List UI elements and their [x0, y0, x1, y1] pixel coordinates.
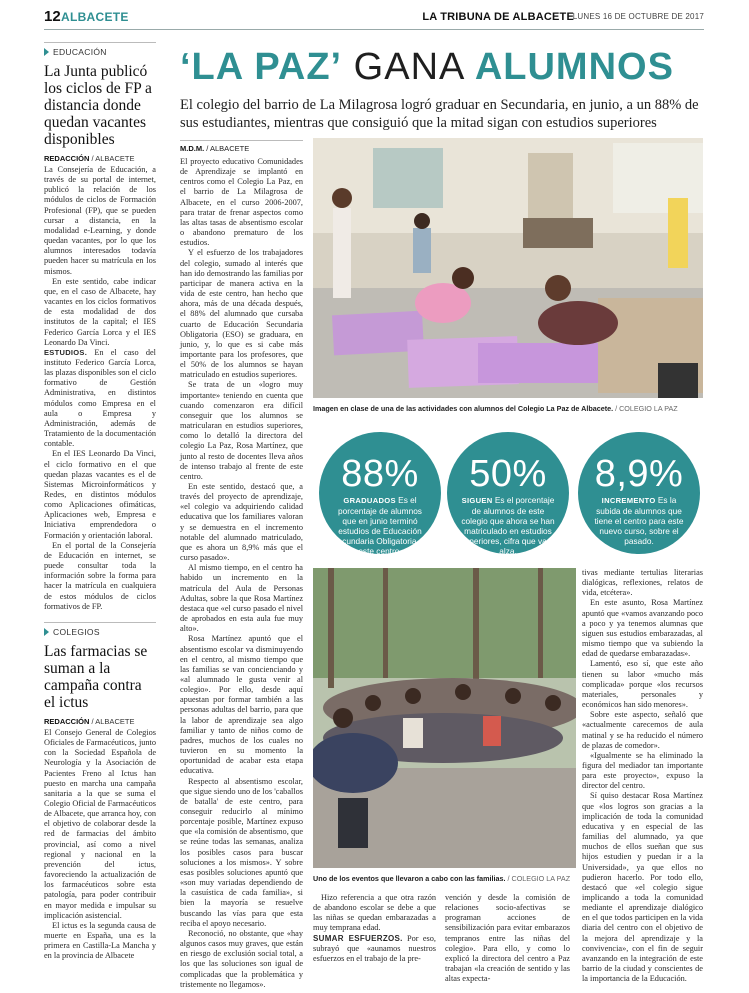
stat-number: 88% — [341, 453, 419, 495]
story1-kicker — [44, 42, 156, 57]
main-p2: Y el esfuerzo de los trabajadores del colegio, sumado al interés que han ido demostrando las familias por participar de manera activa en la vida de este centro, han hecho que ahora, más de una década después, el 88% del alumnado que cursaba cuarto de Educación Secundaria Obligatoria (ESO) se graduara, en junio, y, lo que es si cabe más importante para los profesores, que el 50% de los alumnos se hayan matriculado en estudios superiores. — [180, 248, 303, 380]
main-p6: Rosa Martínez apuntó que el absentismo escolar va disminuyendo en el centro, al mismo tiempo que las familias se van concienciando y «al alumnado le gusta venir al colegio». Por ello, desde aquí apuestan por formar también a las personas adultas del barrio, para que la labor de aprendizaje sea algo familiar y tanto de niños como de padres, muchos de los cuales no tuvieron en su momento la oportunidad de acabar esta etapa educativa. — [180, 634, 303, 776]
story1-p3 — [44, 348, 156, 450]
stat-number: 50% — [469, 453, 547, 495]
story1-byline — [44, 154, 156, 163]
classroom-photo[interactable] — [313, 138, 703, 398]
headline-part-3: ALUMNOS — [474, 46, 674, 88]
col3-subhead: SUMAR ESFUERZOS. — [313, 933, 403, 943]
masthead: LA TRIBUNA DE ALBACETE — [422, 11, 574, 23]
story1-p5: En el portal de la Consejería de Educación en internet, se puede consultar toda la información sobre la forma para hacer la matrícula en cualquiera de estos módulos de ciclos formativos de FP. — [44, 540, 156, 611]
col5-p6: Sí quiso destacar Rosa Martínez que «los logros son gracias a la implicación de toda la comunidad educativa y en especial de las familias del alumnado, ya que muchos de ellos sueñan que sus hijos estudien y puedan ir a la Universidad», ya que ellos no pudieron hacerlo. Por todo ello, destacó que «el colegio sigue implicando a toda la comunidad mediante el aprendizaje dialógico en el que todos participen en la vida diaria del centro con el objetivo de la mejora del aprendizaje y la convivencia», con el fin de seguir avanzando en la integración de este barrio de la ciudad y conscientes de la importancia de la Educación. — [582, 791, 703, 984]
stat-label: INCREMENTO — [601, 496, 656, 505]
caption2-text: Uno de los eventos que llevaron a cabo con las familias. — [313, 874, 506, 883]
col5-p2: En este asunto, Rosa Martínez apuntó que «vamos avanzando poco a poco y ya tenemos alumnas que siguen sus estudios embarazadas, al mismo tiempo que va subiendo la edad de quedarse embarazadas». — [582, 598, 703, 659]
main-body — [180, 157, 303, 990]
main-headline — [180, 46, 700, 89]
story2-p1: El Consejo General de Colegios Oficiales de Farmacéuticos, junto con la Sociedad Española de Neurología y la Asociación de Pacientes Freno al Ictus han puesto en marcha una campaña sanitaria a la que se suma el Colegio Oficial de Farmacéuticos de Albacete, que arranca hoy, con el objetivo de colaborar desde la red de farmacias del ámbito provincial, así como a nivel regional y nacional en la prevención del ictus, favoreciendo la actualización de los farmacéuticos sobre esta patología, para poder contribuir en mayor medida e impulsar su implicación asistencial. — [44, 727, 156, 920]
story1-p4: En el IES Leonardo Da Vinci, el ciclo formativo en el que quedan plazas vacantes es el de Sistemas Microinformáticos y Redes, en distintos módulos como Aplicaciones ofimáticas, Aplicaciones web, Empresa e Iniciativa emprendedora o Formación y orientación laboral. — [44, 449, 156, 540]
col3-p1: Hizo referencia a que otra razón de abandono escolar se debe a que las niñas se quedan embarazadas a muy temprana edad. — [313, 893, 436, 933]
stat-description — [590, 495, 688, 546]
story1-byline-org: REDACCIÓN — [44, 154, 90, 163]
main-p3: Se trata de un «logro muy importante» teniendo en cuenta que cuando comenzaron era difícil conseguir que los alumnos se matricularan en estudios superiores, como lo detalló la directora del colegio La Paz, Rosa Martínez, que junto al resto de docentes lleva años de intenso trabajo al frente de este centro. — [180, 380, 303, 481]
main-p8: Reconoció, no obstante, que «hay algunos casos muy graves, que están en riesgo de exclusión social total, a los que las soluciones son igual de complicadas que la problemática y tristemente no llegamos». — [180, 928, 303, 989]
stat-description — [459, 495, 557, 556]
page-header — [44, 6, 704, 30]
story2-body — [44, 728, 156, 962]
stat-siguen — [447, 432, 569, 554]
story2-byline — [44, 717, 156, 726]
caption2-source: / COLEGIO LA PAZ — [505, 874, 571, 883]
stat-text: Es el porcentaje de alumnos de este colegio que ahora se han matriculado en estudios superiores, cifra que va al alza. — [460, 495, 556, 556]
stat-number: 8,9% — [594, 453, 684, 495]
col3-p2 — [313, 934, 436, 964]
stat-description — [331, 495, 429, 556]
page-number: 12 — [44, 8, 61, 25]
story1-title[interactable]: La Junta publicó los ciclos de FP a distancia donde quedan vacantes disponibles — [44, 63, 152, 148]
left-column — [44, 42, 156, 961]
col3-p2-text: Por eso, subrayó que «aunamos nuestros esfuerzos en el trabajo de la pre- — [313, 933, 436, 963]
stat-label: GRADUADOS — [343, 496, 396, 505]
section-name: ALBACETE — [61, 10, 129, 24]
caption1-text: Imagen en clase de una de las actividades con alumnos del Colegio La Paz de Albacete. — [313, 404, 614, 413]
main-p7: Respecto al absentismo escolar, que sigue siendo uno de los 'caballos de batalla' de este centro, para conseguir reducirlo al mínimo porcentaje posible, Martínez expuso que «la comisión de absentismo, que se reúne todas las semanas, analiza los posibles casos para buscar soluciones a los mismos». Y sobre esas posibles soluciones apuntó que «son muy variadas dependiendo de la casuística de cada familia», si bien la mayoría se resuelve buscando las vías para que esta reciba el apoyo necesario. — [180, 776, 303, 928]
stat-text: Es la subida de alumnos que tiene el centro para este nuevo curso, sobre el pasado. — [594, 495, 684, 546]
stat-incremento — [578, 432, 700, 554]
story1-p3-text: En el caso del instituto Federico García Lorca, las plazas disponibles son el ciclo formativo de Gestión Administrativa, en distintos módulos como Empresa en el aula o Empresa y Administración, además de Tratamiento de la documentación contable. — [44, 347, 156, 449]
col5-p5: «Igualmente se ha eliminado la figura del mediador tan importante para este proyecto», expuso la director del centro. — [582, 750, 703, 791]
story2-byline-place: / ALBACETE — [89, 716, 135, 726]
col5-p4: Sobre este aspecto, señaló que «actualmente carecemos de aula matinal y se ha reducido el número de plazas de comedor». — [582, 710, 703, 750]
bottom-column-1 — [313, 893, 436, 964]
headline-part-2: GANA — [342, 46, 475, 88]
story1-byline-place: / ALBACETE — [89, 154, 135, 163]
col5-p1: tivas mediante tertulias literarias dialógicas, reflexiones, relatos de vida, etcétera». — [582, 568, 703, 598]
story1-p1: La Consejería de Educación, a través de su portal de internet, publicó la relación de los módulos de ciclos de Formación Profesional (FP), que se pueden cursar a distancia, en la modalidad e-Learning, y donde quedan vacantes, por lo que los alumnos interesados todavía pueden hacer su matrícula en los mismos. — [44, 165, 156, 276]
triangle-icon — [44, 48, 49, 56]
col5-p3: Lamentó, eso sí, que este año tienen su labor «mucho más complicada» porque «los recursos materiales, personales y económicos han sido menores». — [582, 659, 703, 710]
stat-graduados — [319, 432, 441, 554]
families-photo-caption — [313, 874, 576, 883]
classroom-photo-caption — [313, 404, 703, 413]
right-column — [582, 568, 703, 984]
main-byline-place: / ALBACETE — [204, 144, 250, 153]
story1-subhead: ESTUDIOS. — [44, 347, 88, 357]
main-byline-org: M.D.M. — [180, 144, 205, 153]
story2-p2: El ictus es la segunda causa de muerte en España, una es la primera en Castilla-La Mancha y en la provincia de Albacete — [44, 920, 156, 961]
main-p5: Al mismo tiempo, en el centro ha habido un incremento en la matrícula del Aula de Personas Adultas, sobre la que Rosa Martínez destaca que «el curso pasado el nivel de aprobados en esta aula fue muy alto». — [180, 563, 303, 634]
triangle-icon — [44, 628, 49, 636]
story1-p2: En este sentido, cabe indicar que, en el caso de Albacete, hay vacantes en los ciclos formativos de esta modalidad de dos institutos de la capital; el IES Federico García Lorca y el IES Leonardo Da Vinci. — [44, 276, 156, 347]
classroom-photo-image — [313, 138, 703, 398]
caption1-source: / COLEGIO LA PAZ — [613, 404, 678, 413]
issue-date: LUNES 16 DE OCTUBRE DE 2017 — [572, 12, 704, 21]
story2-kicker — [44, 622, 156, 637]
story2-title[interactable]: Las farmacias se suman a la campaña contra el ictus — [44, 642, 148, 711]
families-event-photo[interactable] — [313, 568, 576, 868]
main-p4: En este sentido, destacó que, a través del proyecto de aprendizaje, «el colegio va adquiriendo calidad educativa que los familiares valoran y se demuestra en el incremento notable del alumnado matriculado, que es ahora un 8,9% más que el curso pasado». — [180, 482, 303, 563]
col4-p1: vención y desde la comisión de relaciones socio-afectivas se programan acciones de sensibilización para evitar embarazos tempranos entre las niñas del colegio». Para ello, y como lo explicó la directora del centro a Paz trabajan «la creación de sentido y las altas expecta- — [445, 893, 570, 984]
headline-deck: El colegio del barrio de La Milagrosa logró graduar en Secundaria, en junio, a un 88% de sus estudiantes, mientras que consiguió que la mitad sigan con estudios superiores — [180, 97, 699, 131]
stat-text: Es el porcentaje de alumnos que en junio terminó estudios de Educación Secundaria Obligatoria en este centro. — [332, 495, 428, 556]
main-p1: El proyecto educativo Comunidades de Aprendizaje se implantó en centros como el Colegio La Paz, en el barrio de La Milagrosa de Albacete, en el curso 2006-2007, para tratar de frenar aspectos como las altas tasas de absentismo escolar o abandono prematuro de los estudios. — [180, 157, 303, 248]
headline-part-1: ‘LA PAZ’ — [180, 46, 343, 88]
families-event-photo-image — [313, 568, 576, 868]
story2-kicker-label: COLEGIOS — [53, 626, 100, 637]
stat-label: SIGUEN — [461, 496, 493, 505]
story1-kicker-label: EDUCACIÓN — [53, 47, 107, 57]
story1-body — [44, 165, 156, 612]
bottom-column-2 — [445, 893, 570, 984]
main-story-column — [180, 140, 303, 990]
main-byline — [180, 140, 303, 153]
story2-byline-org: REDACCIÓN — [44, 716, 90, 726]
